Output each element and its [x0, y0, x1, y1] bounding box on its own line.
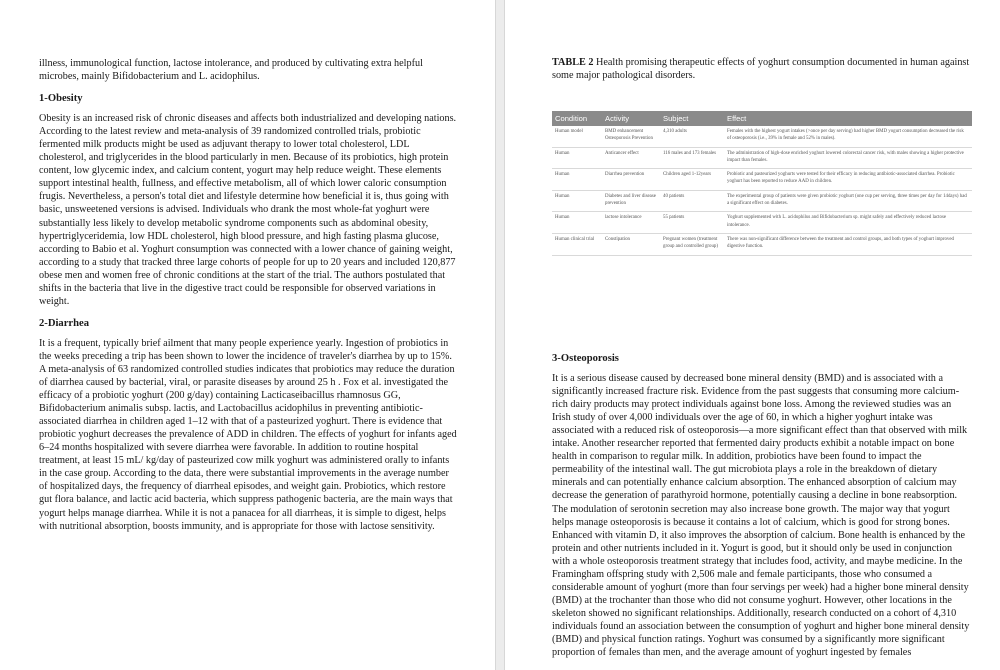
- intro-paragraph: illness, immunological function, lactose intolerance, and produced by cultivating extra helpful microbes, mainly Bifidobacterium and L. acidophilus.: [39, 58, 423, 83]
- section-heading-obesity: 1-Obesity: [39, 93, 83, 105]
- table-row: [552, 212, 972, 234]
- table-cell-condition: Human: [552, 169, 602, 191]
- table-cell-subject: 116 males and 173 females: [660, 147, 724, 169]
- diarrhea-paragraph: It is a frequent, typically brief ailment that many people experience yearly. Ingestion of probiotics in the weeks preceding a trip has been shown to lower the incidence of traveler's diarrhea by up to 15%. A meta-analysis of 63 randomized controlled studies indicates that probiotics may reduce the duration of diarrhea caused by bacterial, viral, or parasite diseases by around 25 h . Fox et al. investigated the efficacy of a probiotic yoghurt (200 g/day) containing Lacticaseibacillus rhamnosus GG, Bifidobacterium animalis subsp. lactis, and Lactobacillus acidophilus in preventing antibiotic-associated diarrhea in children aged 1–12 with that of a pasteurized yoghurt. There is evidence that probiotic yoghurt decreases the prevalence of ADD in children. The effects of yoghurt for infants aged 6–24 months hospitalized with severe diarrhea were favorable. In addition to routine hospital treatment, at least 15 mL/ kg/day of pasteurized cow milk yoghurt was administered orally to infants in the case group. According to the data, there were substantial improvements in the average number of hospitalized days, the frequency of diarrheal episodes, and weight gain. Probiotics, which restore gut flora balance, and lactic acid bacteria, which suppress pathogenic bacteria, are the main ways that yogurt helps manage diarrhea. While it is not a panacea for all diarrheas, it is simple to digest, helps with nutritional absorption, boosts immunity, and is appropriate for those with lactose sensitivity.: [39, 337, 457, 532]
- table-cell-effect: The administration of high-dose enriched yoghurt lowered colorectal cancer risk, with males showing a higher protective impact than females.: [724, 147, 972, 169]
- header-activity: Activity: [602, 111, 660, 126]
- table-cell-effect: Probiotic and pasteurized yoghurts were tested for their efficacy in reducing antibiotic-associated diarrhea. Probiotic yoghurt has been reported to reduce AAD in children.: [724, 169, 972, 191]
- table-cell-condition: Human model: [552, 126, 602, 147]
- table-caption-text: Health promising therapeutic effects of yoghurt consumption documented in human against some major pathological disorders.: [552, 57, 970, 81]
- table-cell-activity: BMD enhancement Osteoporosis Prevention: [602, 126, 660, 147]
- table-cell-subject: 55 patients: [660, 212, 724, 234]
- table-cell-effect: The experimental group of patients were given probiotic yoghurt (one cup per serving, three times per day for 14days) had a significant effect on diabetes.: [724, 190, 972, 212]
- right-page-text-column: [552, 343, 972, 659]
- table-header-row: [552, 111, 972, 126]
- table-cell-effect: Yoghurt supplemented with L. acidophilus and Bifidobacterium sp. might safely and effectively reduced lactose intolerance.: [724, 212, 972, 234]
- table-cell-subject: Pregnant women (treatment group and controlled group): [660, 233, 724, 255]
- table-cell-effect: There was non-significant difference between the treatment and control groups, and both types of yoghurt improved digestive function.: [724, 233, 972, 255]
- section-heading-diarrhea: 2-Diarrhea: [39, 317, 90, 329]
- table-cell-activity: lactose intolerance: [602, 212, 660, 234]
- table-cell-condition: Human clinical trial: [552, 233, 602, 255]
- table-cell-activity: Anticancer effect: [602, 147, 660, 169]
- table-cell-activity: Diarrhea prevention: [602, 169, 660, 191]
- table-caption-label: TABLE 2: [552, 57, 594, 68]
- table-cell-activity: Diabetes and liver disease prevention: [602, 190, 660, 212]
- table-cell-condition: Human: [552, 190, 602, 212]
- header-condition: Condition: [552, 111, 602, 126]
- table-cell-subject: 4,310 adults: [660, 126, 724, 147]
- table-cell-subject: Children aged 1-12years: [660, 169, 724, 191]
- table-cell-activity: Constipation: [602, 233, 660, 255]
- table-row: [552, 190, 972, 212]
- table-row: [552, 147, 972, 169]
- table-cell-subject: 40 patients: [660, 190, 724, 212]
- left-page: [0, 0, 496, 670]
- right-page: [504, 0, 1000, 670]
- table-caption: [552, 56, 972, 82]
- table-cell-effect: Females with the highest yogurt intakes (>once per day serving) had higher BMD yogurt consumption decreased the risk of osteoporosis (i.e., 39% in female and 52% in males).: [724, 126, 972, 147]
- therapeutic-effects-table: [552, 111, 972, 256]
- table-cell-condition: Human: [552, 212, 602, 234]
- obesity-paragraph: Obesity is an increased risk of chronic diseases and affects both industrialized and developing nations. According to the latest review and meta-analysis of 39 randomized controlled trials, probiotic fermented milk products might be used as adjuvant therapy to lower total cholesterol, LDL cholesterol, and triglycerides in the blood particularly in men. Because of its probiotics, high protein content, low glycemic index, and calcium content, yogurt may help reduce weight. These elements support intestinal health, fullness, and effective metabolism, all of which lower caloric consumption frugis. Nevertheless, a person's total diet and lifestyle determine how beneficial it is, thus going with basic, unsweetened versions is advised. Individuals who drank the most whole-fat yoghurt were substantially less likely to develop metabolic syndrome components such as abdominal obesity, hypertriglyceridemia, low HDL cholesterol, high blood pressure, and high fasting plasma glucose, according to Babio et al. Yoghurt consumption was connected with a lower chance of gaining weight, according to a study that tracked three large cohorts of people for up to 20 years and included 120,877 obese men and women free of chronic conditions at the start of the trial. The authors postulated that shifts in the bacteria that live in the digestive tract could be responsible for observed variations in weight.: [39, 113, 457, 307]
- osteoporosis-paragraph: It is a serious disease caused by decreased bone mineral density (BMD) and is associated with a significantly increased fracture risk. Evidence from the past suggests that consuming more calcium-rich dairy products may protect individuals against bone loss. Among the reviewed studies was an Irish study of over 4,000 individuals over the age of 60, in which a higher yoghurt intake was associated with a reduced risk of osteoporosis—a more significant effect than that observed with milk intake. Another researcher reported that fermented dairy products exhibit a notable impact on bone health in comparison to regular milk. In addition, probiotics have been found to impact the permeability of the intestinal wall. The gut microbiota plays a role in the breakdown of dietary minerals and can potentially enhance calcium absorption. The enhanced absorption of calcium may decrease the generation of parathyroid hormone, potentially causing a decline in bone reabsorption. The modulation of serotonin secretion may also increase bone growth. The major way that yogurt helps manage osteoporosis is because it contains a lot of calcium, which is good for strong bones. Enhanced with vitamin D, it also improves the absorption of calcium. Bone health is enhanced by the protein and other nutrients included in it. Yogurt is good, but it should only be used in conjunction with a whole osteoporosis treatment strategy that includes food, activity, and maybe medicine. In the Framingham offspring study with 2,506 male and female participants, those who consumed a considerable amount of yoghurt (more than four servings per week) had a higher bone mineral density (BMD) at the trochanter than those who did not consume yoghurt. However, other locations in the skeleton showed no significant relationships. Additionally, research conducted on a cohort of 4,310 individuals found an association between the consumption of yoghurt and higher bone mineral density (BMD) and physical function ratings. Yoghurt was consumed by a significantly more significant proportion of females than men, and the average amount of yoghurt ingested by females: [552, 373, 970, 659]
- table-row: [552, 233, 972, 255]
- left-page-text-column: [39, 57, 459, 533]
- table-cell-condition: Human: [552, 147, 602, 169]
- table-row: [552, 169, 972, 191]
- header-subject: Subject: [660, 111, 724, 126]
- section-heading-osteoporosis: 3-Osteoporosis: [552, 353, 619, 364]
- header-effect: Effect: [724, 111, 972, 126]
- table-row: [552, 126, 972, 147]
